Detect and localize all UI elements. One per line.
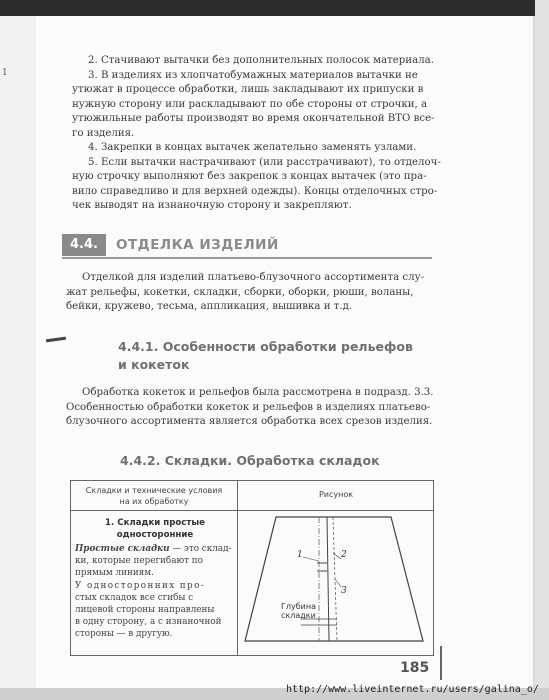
book-page [36,16,533,688]
para-line: утюжат в процессе обработки, лишь закладывают их припуски в [72,84,424,95]
section-text-line: жат рельефы, кокетки, складки, сборки, оборки, рюши, воланы, [66,287,414,298]
table-divider [71,510,433,511]
para-line: го изделия. [72,128,135,139]
pleats-table [70,480,434,656]
subsection-text-line: блузочного ассортимента является обработка всех срезов изделия. [66,416,433,427]
para-line: ную строчку выполняют без закрепок з концах вытачек (это пра- [72,171,427,182]
table-divider [237,481,238,656]
section-rule [62,257,432,259]
figure-label: 1 [297,550,303,560]
table-header-conditions: Складки и технические условия на их обработку [85,486,223,506]
section-text-line: бейки, кружево, тесьма, аппликация, вышивка и т.д. [66,301,353,312]
para-line: 4. Закрепки в концах вытачек желательно заменять узлами. [88,142,417,153]
figure-label: 3 [341,586,347,596]
footer-url: http://www.liveinternet.ru/users/galina_o/ [286,684,539,695]
para-line: нужную сторону или раскладывают по обе стороны от строчки, а [72,99,428,110]
pen-mark [46,337,66,343]
scan-right-edge [535,0,549,700]
para-line: 3. В изделиях из хлопчатобумажных материалов вытачки не [88,70,418,81]
section-title: ОТДЕЛКА ИЗДЕЛИЙ [116,237,279,253]
subsection-title: и кокеток [118,357,190,372]
figure-label: 2 [341,550,347,560]
skirt-pleat-figure [241,513,431,653]
row-description: Простые складки — это склад- ки, которые перегибают по прямым линиям. У односторонних про- стых складок все сгибы с лицевой стороны направлены в одну сторону, а с изнаночной стороны — в другую. [75,544,232,640]
section-number: 4.4. [62,234,106,256]
para-line: чек выводят на изнаночную сторону и закрепляют. [72,200,352,211]
facing-page [0,16,36,700]
section-text-line: Отделкой для изделий платьево-блузочного ассортимента слу- [82,272,425,283]
subsection-title: 4.4.2. Складки. Обработка складок [120,453,380,468]
row-term: Простые складки [75,544,170,554]
row-title: 1. Складки простые односторонние [105,518,205,540]
para-line: вило справедливо и для верхней одежды). Концы отделочных стро- [72,186,438,197]
figure-label: складки [281,611,316,620]
para-line: 2. Стачивают вытачки без дополнительных полосок материала. [88,55,434,66]
page-number-bar [440,646,442,680]
subsection-text-line: Обработка кокеток и рельефов была рассмотрена в подразд. 3.3. [82,387,434,398]
table-header-figure: Рисунок [318,490,354,499]
figure-label: Глубина [281,602,316,611]
scan-top-edge [0,0,549,16]
subsection-title: 4.4.1. Особенности обработки рельефов [118,339,413,354]
para-line: утюжильные работы производят во время окончательной ВТО все- [72,113,435,124]
subsection-text-line: Особенностью обработки кокеток и рельефов в изделиях платьево- [66,402,431,413]
margin-mark: 1 [2,68,8,78]
page-number: 185 [400,660,430,676]
para-line: 5. Если вытачки настрачивают (или расстрачивают), то отделоч- [88,157,441,168]
